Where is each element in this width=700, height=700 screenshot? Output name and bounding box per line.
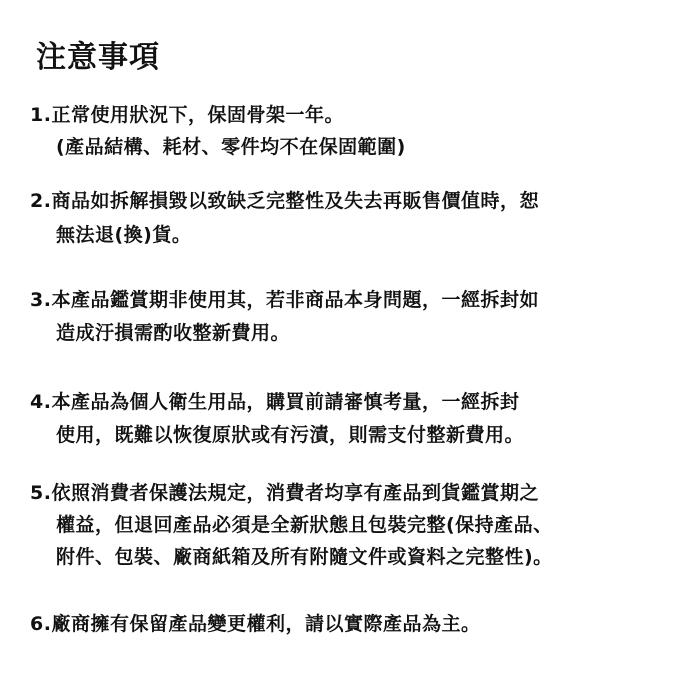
- notice-line: 無法退(換)貨。: [56, 224, 192, 246]
- notice-line: 6.廠商擁有保留產品變更權利，請以實際產品為主。: [30, 613, 481, 635]
- notice-line: 附件、包裝、廠商紙箱及所有附隨文件或資料之完整性)。: [56, 546, 553, 568]
- notice-line: 權益，但退回產品必須是全新狀態且包裝完整(保持產品、: [56, 514, 553, 536]
- notice-line: 造成汙損需酌收整新費用。: [56, 322, 291, 344]
- notice-line: (產品結構、耗材、零件均不在保固範圍): [56, 136, 406, 158]
- notice-line: 5.依照消費者保護法規定，消費者均享有產品到貨鑑賞期之: [30, 482, 539, 504]
- notice-line: 4.本產品為個人衛生用品，購買前請審慎考量，一經拆封: [30, 391, 520, 413]
- notice-line: 1.正常使用狀況下，保固骨架一年。: [30, 104, 344, 126]
- page-title: 注意事項: [36, 40, 160, 75]
- notice-line: 2.商品如拆解損毀以致缺乏完整性及失去再販售價值時，恕: [30, 190, 539, 212]
- notice-line: 使用，既難以恢復原狀或有污漬，則需支付整新費用。: [56, 424, 525, 446]
- notice-line: 3.本產品鑑賞期非使用其，若非商品本身問題，一經拆封如: [30, 289, 539, 311]
